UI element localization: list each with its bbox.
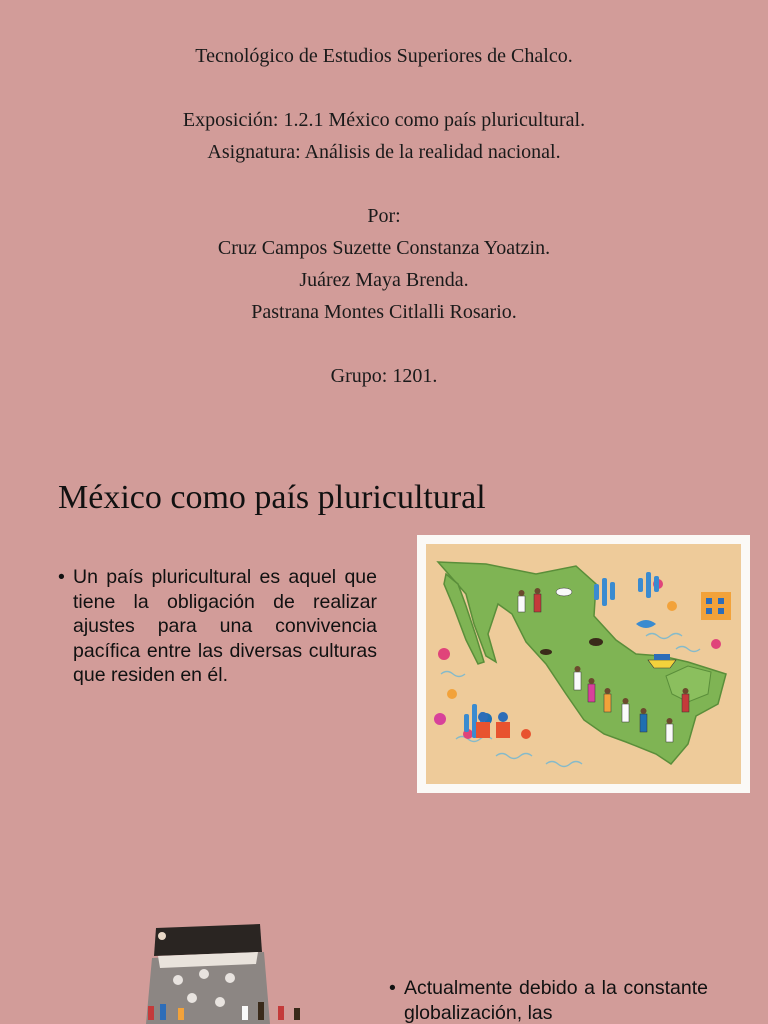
- photo-illustration: [138, 922, 308, 1024]
- traditional-dress-photo: [138, 922, 308, 1024]
- institution-name: Tecnológico de Estudios Superiores de Chalco.: [195, 45, 573, 67]
- bullet-dot: •: [58, 566, 65, 588]
- by-label: Por:: [367, 205, 401, 227]
- author-3: Pastrana Montes Citlalli Rosario.: [251, 301, 517, 323]
- bullet-globalization: [389, 976, 708, 1024]
- bullet-definition: [58, 565, 377, 688]
- section-title: México como país pluricultural: [58, 479, 486, 516]
- map-illustration: [426, 544, 741, 784]
- exposition-title: Exposición: 1.2.1 México como país pluricultural.: [182, 109, 586, 131]
- group-label: Grupo: 1201.: [330, 365, 438, 387]
- author-2: Juárez Maya Brenda.: [299, 269, 469, 291]
- bullet-dot: •: [389, 977, 396, 999]
- cover-block: [0, 40, 768, 392]
- bullet-text: Un país pluricultural es aquel que tiene la obligación de realizar ajustes para una convivencia pacífica entre las diversas culturas que residen en él.: [73, 566, 377, 686]
- mexico-map-image: [417, 535, 750, 793]
- author-1: Cruz Campos Suzette Constanza Yoatzin.: [217, 237, 551, 259]
- subject-name: Asignatura: Análisis de la realidad nacional.: [207, 141, 561, 163]
- bullet-text: Actualmente debido a la constante globalización, las: [404, 977, 708, 1024]
